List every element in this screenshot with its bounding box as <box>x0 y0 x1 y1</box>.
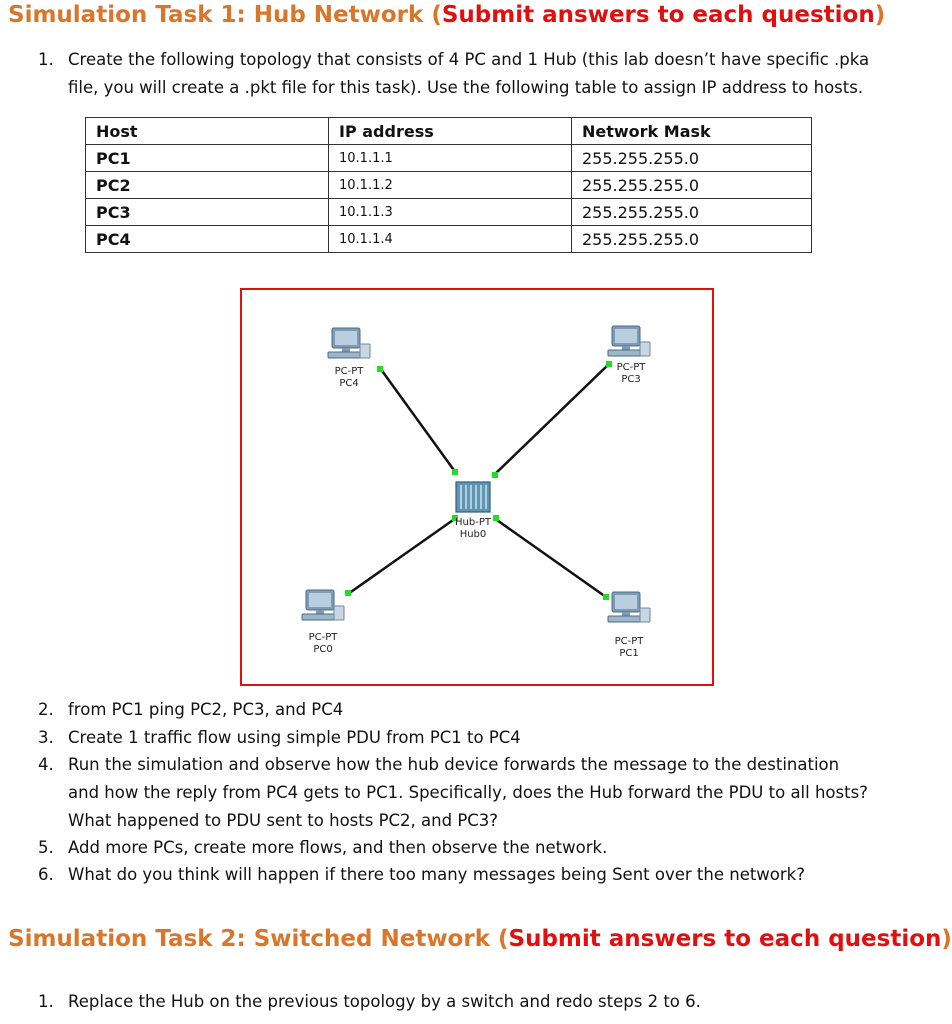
step-text-line2: file, you will create a .pkt file for this task). Use the following table to assign IP address to hosts. <box>68 78 864 97</box>
table-row <box>86 199 812 226</box>
port-indicator <box>345 590 351 596</box>
port-indicator <box>452 469 458 475</box>
task1-title: Simulation Task 1: Hub Network ( <box>8 2 442 28</box>
pc0-label <box>288 632 358 656</box>
step-number: 3. <box>38 728 54 747</box>
pc0-type: PC-PT <box>308 632 338 643</box>
step-text-line1: Run the simulation and observe how the hub device forwards the message to the destination <box>68 755 840 774</box>
step-text-line1: Create the following topology that consists of 4 PC and 1 Hub (this lab doesn’t have specific .pka <box>68 50 870 69</box>
cell-ip: 10.1.1.4 <box>329 226 572 253</box>
task1-heading <box>8 2 885 28</box>
step-number: 6. <box>38 865 54 884</box>
step-text-line2: and how the reply from PC4 gets to PC1. Specifically, does the Hub forward the PDU to all hosts? <box>68 783 868 802</box>
table-row <box>86 145 812 172</box>
cell-ip: 10.1.1.1 <box>329 145 572 172</box>
pc3-name: PC3 <box>621 374 641 385</box>
cell-mask: 255.255.255.0 <box>572 172 812 199</box>
port-indicator <box>603 594 609 600</box>
cell-mask: 255.255.255.0 <box>572 199 812 226</box>
task2-heading <box>8 926 952 952</box>
task1-title-close: ) <box>874 2 886 28</box>
step-number: 2. <box>38 700 54 719</box>
ip-address-table <box>85 117 812 253</box>
task2-title-close: ) <box>941 926 952 952</box>
pc1-type: PC-PT <box>614 636 644 647</box>
topology-diagram <box>240 288 714 686</box>
pc4-icon <box>328 328 370 358</box>
cell-mask: 255.255.255.0 <box>572 226 812 253</box>
task2-title: Simulation Task 2: Switched Network ( <box>8 926 509 952</box>
cell-ip: 10.1.1.2 <box>329 172 572 199</box>
step-text: from PC1 ping PC2, PC3, and PC4 <box>68 700 344 719</box>
step-text: What do you think will happen if there too many messages being Sent over the network? <box>68 865 805 884</box>
pc1-icon <box>608 592 650 622</box>
hub-name: Hub0 <box>459 529 487 540</box>
table-row <box>86 226 812 253</box>
table-header-row <box>86 118 812 145</box>
link-pc3-hub <box>494 363 610 475</box>
pc0-name: PC0 <box>313 644 333 655</box>
pc3-type: PC-PT <box>616 362 646 373</box>
step-text: Add more PCs, create more flows, and then observe the network. <box>68 838 608 857</box>
port-indicator <box>492 472 498 478</box>
header-network-mask: Network Mask <box>572 118 812 145</box>
topology-canvas <box>242 290 712 684</box>
pc1-label <box>594 636 664 660</box>
pc4-type: PC-PT <box>334 366 364 377</box>
hub-label <box>438 517 508 541</box>
header-ip-address: IP address <box>329 118 572 145</box>
cell-host: PC1 <box>86 145 329 172</box>
hub-icon <box>456 482 490 512</box>
header-host: Host <box>86 118 329 145</box>
cell-ip: 10.1.1.3 <box>329 199 572 226</box>
pc1-name: PC1 <box>619 648 639 659</box>
pc0-icon <box>302 590 344 620</box>
step-number: 1. <box>38 992 54 1011</box>
step-number: 5. <box>38 838 54 857</box>
cell-host: PC4 <box>86 226 329 253</box>
link-pc1-hub <box>494 518 606 597</box>
pc3-label <box>596 362 666 386</box>
task1-title-highlight: Submit answers to each question <box>441 2 875 28</box>
task2-title-highlight: Submit answers to each question <box>508 926 942 952</box>
step-text-line3: What happened to PDU sent to hosts PC2, and PC3? <box>68 811 499 830</box>
pc3-icon <box>608 326 650 356</box>
pc4-name: PC4 <box>339 378 359 389</box>
step-text: Replace the Hub on the previous topology by a switch and redo steps 2 to 6. <box>68 992 701 1011</box>
pc4-label <box>314 366 384 390</box>
link-pc4-hub <box>380 368 456 473</box>
cell-host: PC2 <box>86 172 329 199</box>
table-row <box>86 172 812 199</box>
cell-host: PC3 <box>86 199 329 226</box>
cell-mask: 255.255.255.0 <box>572 145 812 172</box>
hub-type: Hub-PT <box>455 517 491 528</box>
step-text: Create 1 traffic flow using simple PDU from PC1 to PC4 <box>68 728 521 747</box>
step-number: 4. <box>38 755 54 774</box>
step-number: 1. <box>38 50 54 69</box>
